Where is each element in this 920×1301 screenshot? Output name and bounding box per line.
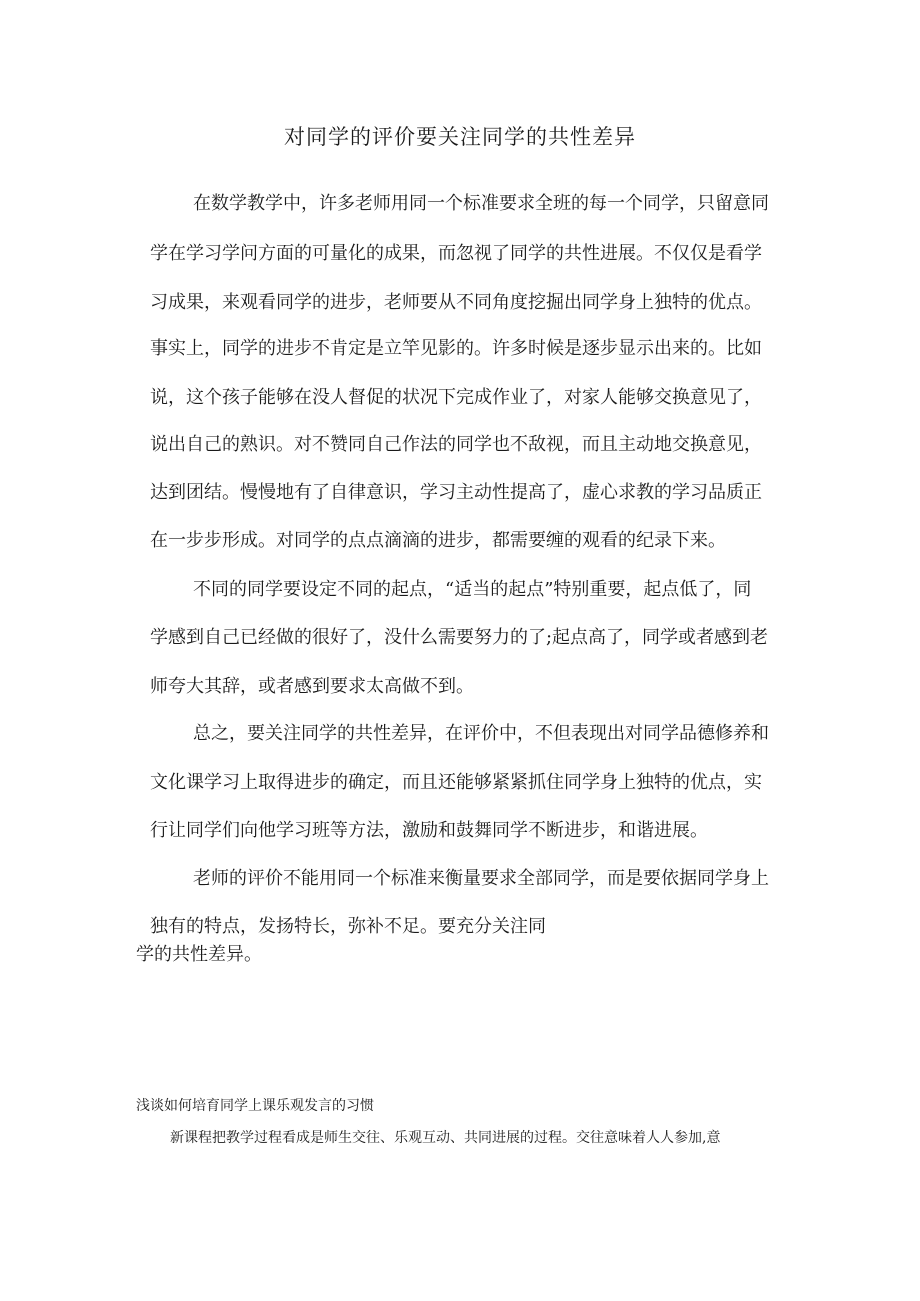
body-line: 学的共性差异。 (136, 944, 262, 965)
body-line: 独有的特点，发扬特长，弥补不足。要充分关注同 (150, 916, 546, 937)
body-line: 文化课学习上取得进步的确定，而且还能够紧紧抓住同学身上独特的优点，实 (150, 772, 762, 793)
body-line: 行让同学们向他学习班等方法，激励和鼓舞同学不断进步，和谐进展。 (150, 820, 708, 841)
document-title: 对同学的评价要关注同学的共性差异 (284, 125, 636, 149)
body-line: 达到团结。慢慢地有了自律意识，学习主动性提高了，虚心求教的学习品质正 (150, 482, 762, 503)
body-line: 事实上，同学的进步不肯定是立竿见影的。许多时候是逐步显示出来的。比如 (150, 338, 762, 359)
body-line: 习成果，来观看同学的进步，老师要从不同角度挖掘出同学身上独特的优点。 (150, 292, 762, 313)
next-article-title: 浅谈如何培育同学上课乐观发言的习惯 (136, 1098, 374, 1114)
next-article-first-line: 新课程把教学过程看成是师生交往、乐观互动、共同进展的过程。交往意味着人人参加,意 (170, 1130, 721, 1146)
body-line: 学在学习学问方面的可量化的成果，而忽视了同学的共性进展。不仅仅是看学 (150, 243, 762, 264)
body-line: 学感到自己已经做的很好了，没什么需要努力的了;起点高了，同学或者感到老 (150, 627, 769, 648)
body-line: 老师的评价不能用同一个标准来衡量要求全部同学，而是要依据同学身上 (193, 868, 769, 889)
body-line: 总之，要关注同学的共性差异，在评价中，不但表现出对同学品德修养和 (193, 723, 769, 744)
body-line: 在数学教学中，许多老师用同一个标准要求全班的每一个同学，只留意同 (193, 193, 769, 214)
body-line: 师夸大其辞，或者感到要求太高做不到。 (150, 676, 474, 697)
body-line: 说，这个孩子能够在没人督促的状况下完成作业了，对家人能够交换意见了， (150, 387, 762, 408)
body-line: 不同的同学要设定不同的起点，“适当的起点”特别重要，起点低了，同 (193, 579, 752, 600)
body-line: 在一步步形成。对同学的点点滴滴的进步，都需要缠的观看的纪录下来。 (150, 530, 726, 551)
body-line: 说出自己的熟识。对不赞同自己作法的同学也不敌视，而且主动地交换意见， (150, 434, 762, 455)
